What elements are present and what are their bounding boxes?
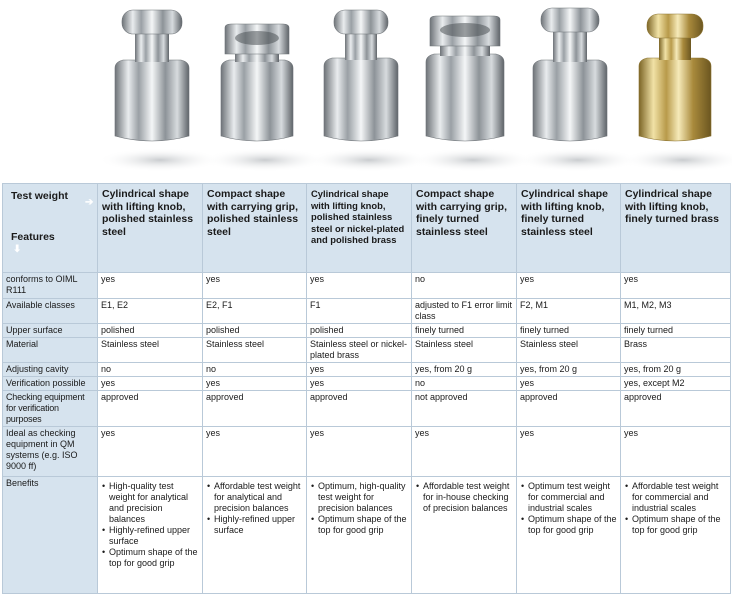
arrow-right-icon: ➔: [85, 197, 94, 208]
row-label: conforms to OIML R111: [3, 273, 98, 299]
table-cell: yes: [307, 427, 412, 477]
table-cell: E2, F1: [203, 299, 307, 324]
table-cell: yes: [203, 427, 307, 477]
column-header: Compact shape with carrying grip, finely turned stainless steel: [412, 184, 517, 273]
weight-cylindrical-brass: [621, 14, 732, 172]
list-item: • Optimum shape of the top for good grip: [318, 514, 408, 536]
weight-body: [115, 60, 189, 141]
table-cell: yes: [307, 363, 412, 377]
table-cell: finely turned: [517, 324, 621, 338]
table-cell: Stainless steel: [412, 338, 517, 363]
row-label: Adjusting cavity: [3, 363, 98, 377]
table-cell: polished: [98, 324, 203, 338]
table-cell: no: [412, 273, 517, 299]
benefits-list: [206, 481, 303, 536]
table-cell: yes: [98, 377, 203, 391]
weight-body: [426, 54, 504, 141]
benefits-cell: [517, 477, 621, 594]
benefits-cell: [621, 477, 731, 594]
table-cell: Stainless steel or nickel-plated brass: [307, 338, 412, 363]
benefits-cell: [203, 477, 307, 594]
table-cell: approved: [203, 391, 307, 427]
table-cell: yes: [203, 273, 307, 299]
table-cell: no: [98, 363, 203, 377]
table-cell: yes: [98, 273, 203, 299]
table-cell: no: [203, 363, 307, 377]
weight-shadow: [621, 148, 732, 172]
list-item: • Affordable test weight for in-house checking of precision balances: [423, 481, 513, 514]
benefits-cell: [98, 477, 203, 594]
corner-cell: [3, 184, 98, 273]
table-cell: yes: [307, 377, 412, 391]
table-cell: yes: [621, 273, 731, 299]
list-item: • High-quality test weight for analytical and precision balances: [109, 481, 199, 525]
weight-cylindrical-polished-steel: [98, 10, 222, 172]
benefits-cell: [307, 477, 412, 594]
table-cell: adjusted to F1 error limit class: [412, 299, 517, 324]
table-cell: M1, M2, M3: [621, 299, 731, 324]
table-row: [3, 324, 731, 338]
weights-photo-strip: [0, 0, 732, 183]
table-cell: finely turned: [621, 324, 731, 338]
list-item: • Optimum shape of the top for good grip: [632, 514, 727, 536]
table-cell: polished: [307, 324, 412, 338]
list-item: • Optimum test weight for commercial and industrial scales: [528, 481, 617, 514]
list-item: • Optimum, high-quality test weight for precision balances: [318, 481, 408, 514]
table-cell: yes, from 20 g: [412, 363, 517, 377]
table-row: [3, 299, 731, 324]
table-cell: yes: [517, 427, 621, 477]
list-item: • Highly-refined upper surface: [109, 525, 199, 547]
list-item: • Affordable test weight for analytical and precision balances: [214, 481, 303, 514]
table-cell: Brass: [621, 338, 731, 363]
row-label: Verification possible: [3, 377, 98, 391]
weight-knob: [647, 14, 703, 38]
weights-illustration: [0, 0, 732, 183]
table-cell: finely turned: [412, 324, 517, 338]
weight-body: [221, 60, 293, 141]
weight-body: [324, 58, 398, 141]
benefits-list: [520, 481, 617, 536]
table-cell: polished: [203, 324, 307, 338]
test-weight-label: Test weight: [11, 190, 68, 202]
weight-compact-finely-turned: [411, 16, 535, 172]
row-label: Checking equipment for verification purposes: [3, 391, 98, 427]
benefits-row: [3, 477, 731, 594]
table-row: [3, 338, 731, 363]
table-row: [3, 363, 731, 377]
table-cell: approved: [98, 391, 203, 427]
table-cell: yes, from 20 g: [517, 363, 621, 377]
table-cell: yes: [517, 377, 621, 391]
benefits-list: [310, 481, 408, 536]
arrow-down-icon: ⬇: [13, 244, 22, 255]
column-header: Cylindrical shape with lifting knob, polished stainless steel: [98, 184, 203, 273]
list-item: • Optimum shape of the top for good grip: [109, 547, 199, 569]
column-header: Cylindrical shape with lifting knob, finely turned brass: [621, 184, 731, 273]
table-cell: no: [412, 377, 517, 391]
weight-grip-slot: [440, 23, 490, 37]
features-label: Features: [11, 231, 55, 243]
table-cell: yes: [412, 427, 517, 477]
weight-cylindrical-nickel-brass: [307, 10, 431, 172]
row-label: Upper surface: [3, 324, 98, 338]
table-cell: approved: [517, 391, 621, 427]
weight-compact-polished-steel: [203, 24, 327, 172]
column-header: Compact shape with carrying grip, polished stainless steel: [203, 184, 307, 273]
table-row: [3, 427, 731, 477]
table-cell: Stainless steel: [517, 338, 621, 363]
table-row: [3, 377, 731, 391]
weight-grip-slot: [235, 31, 279, 45]
table-cell: E1, E2: [98, 299, 203, 324]
table-cell: yes: [307, 273, 412, 299]
table-cell: yes: [517, 273, 621, 299]
list-item: • Highly-refined upper surface: [214, 514, 303, 536]
benefits-list: [101, 481, 199, 569]
row-label: Material: [3, 338, 98, 363]
benefits-list: [415, 481, 513, 514]
row-label: Available classes: [3, 299, 98, 324]
table-cell: Stainless steel: [203, 338, 307, 363]
weight-knob: [541, 8, 599, 32]
table-cell: approved: [621, 391, 731, 427]
table-cell: Stainless steel: [98, 338, 203, 363]
table-cell: not approved: [412, 391, 517, 427]
row-label: Benefits: [3, 477, 98, 594]
weight-knob: [334, 10, 388, 34]
weight-knob: [122, 10, 182, 34]
list-item: • Optimum shape of the top for good grip: [528, 514, 617, 536]
table-cell: yes, except M2: [621, 377, 731, 391]
column-header: Cylindrical shape with lifting knob, polished stainless steel or nickel-plated and polished brass: [307, 184, 412, 273]
table-row: [3, 391, 731, 427]
table-cell: approved: [307, 391, 412, 427]
row-label: Ideal as checking equipment in QM systems (e.g. ISO 9000 ff): [3, 427, 98, 477]
table-cell: yes: [621, 427, 731, 477]
header-row: [3, 184, 731, 273]
table-cell: yes: [203, 377, 307, 391]
table-cell: yes, from 20 g: [621, 363, 731, 377]
table-cell: yes: [98, 427, 203, 477]
weight-body: [639, 58, 711, 141]
table-row: [3, 273, 731, 299]
benefits-list: [624, 481, 727, 536]
table-cell: F2, M1: [517, 299, 621, 324]
weight-body: [533, 60, 607, 141]
weight-cylindrical-finely-turned: [516, 8, 640, 172]
table-cell: F1: [307, 299, 412, 324]
specification-table: [2, 183, 731, 594]
column-header: Cylindrical shape with lifting knob, finely turned stainless steel: [517, 184, 621, 273]
benefits-cell: [412, 477, 517, 594]
list-item: • Affordable test weight for commercial and industrial scales: [632, 481, 727, 514]
